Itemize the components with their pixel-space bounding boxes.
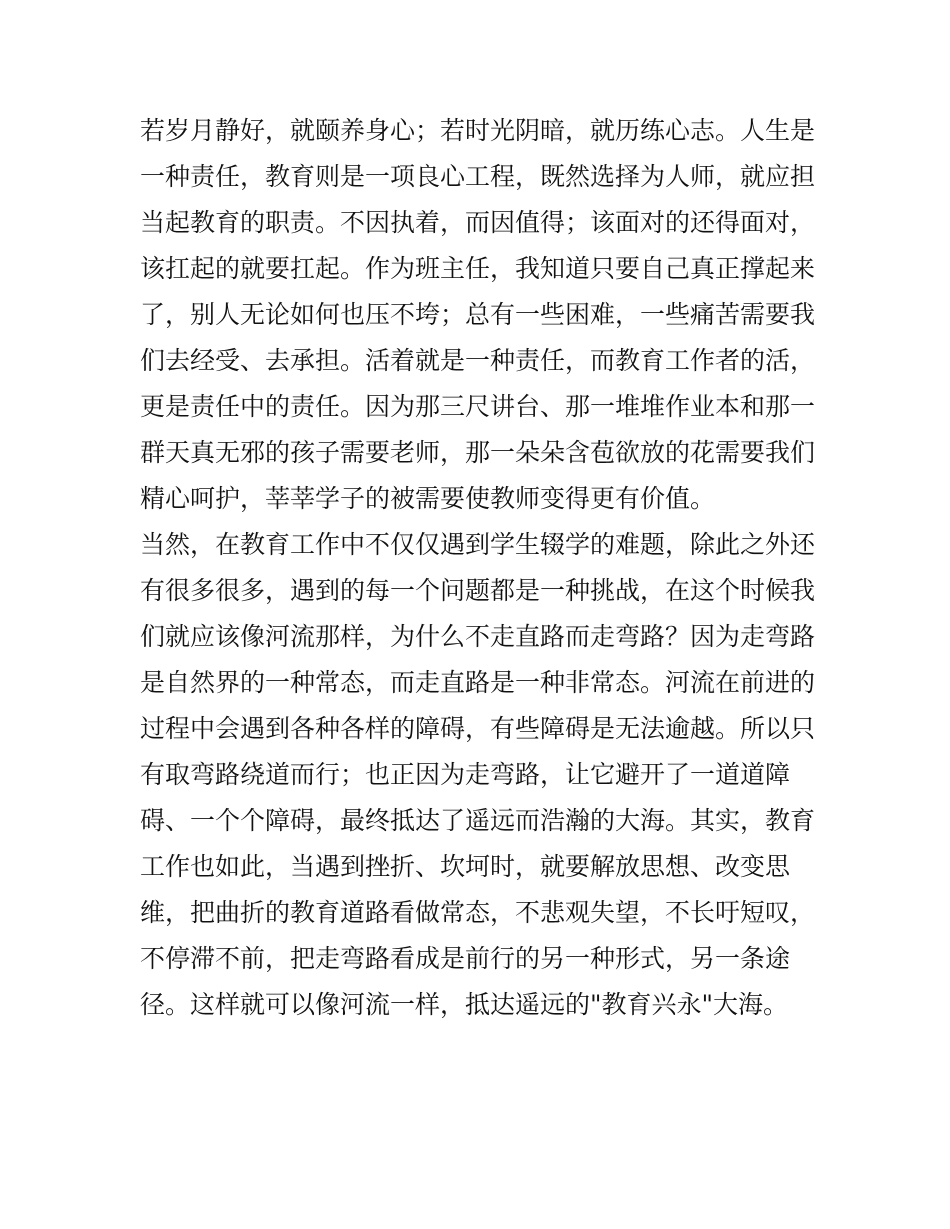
text-line: 一种责任，教育则是一项良心工程，既然选择为人师，就应担 (140, 162, 816, 191)
paragraph-1 (140, 108, 820, 522)
paragraph-2 (140, 522, 820, 1028)
text-line: 们去经受、去承担。活着就是一种责任，而教育工作者的活， (140, 346, 816, 375)
text-line: 若岁月静好，就颐养身心；若时光阴暗，就历练心志。人生是 (140, 116, 816, 145)
text-line: 群天真无邪的孩子需要老师，那一朵朵含苞欲放的花需要我们 (140, 438, 816, 467)
text-line: 有很多很多，遇到的每一个问题都是一种挑战，在这个时候我 (140, 576, 816, 605)
text-line: 径。这样就可以像河流一样，抵达遥远的"教育兴永"大海。 (140, 990, 789, 1019)
text-line: 碍、一个个障碍，最终抵达了遥远而浩瀚的大海。其实，教育 (140, 806, 816, 835)
text-line: 维，把曲折的教育道路看做常态，不悲观失望，不长吁短叹， (140, 898, 816, 927)
text-line: 更是责任中的责任。因为那三尺讲台、那一堆堆作业本和那一 (140, 392, 816, 421)
text-line: 是自然界的一种常态，而走直路是一种非常态。河流在前进的 (140, 668, 816, 697)
text-line: 工作也如此，当遇到挫折、坎坷时，就要解放思想、改变思 (140, 852, 791, 881)
text-line: 了，别人无论如何也压不垮；总有一些困难，一些痛苦需要我 (140, 300, 816, 329)
text-line: 们就应该像河流那样，为什么不走直路而走弯路？因为走弯路 (140, 622, 816, 651)
text-line: 当起教育的职责。不因执着，而因值得；该面对的还得面对， (140, 208, 816, 237)
document-body (140, 108, 820, 1028)
text-line: 有取弯路绕道而行；也正因为走弯路，让它避开了一道道障 (140, 760, 791, 789)
text-line: 该扛起的就要扛起。作为班主任，我知道只要自己真正撑起来 (140, 254, 816, 283)
text-line: 精心呵护，莘莘学子的被需要使教师变得更有价值。 (140, 484, 716, 513)
text-line: 过程中会遇到各种各样的障碍，有些障碍是无法逾越。所以只 (140, 714, 816, 743)
text-line: 当然，在教育工作中不仅仅遇到学生辍学的难题，除此之外还 (140, 530, 816, 559)
text-line: 不停滞不前，把走弯路看成是前行的另一种形式，另一条途 (140, 944, 791, 973)
